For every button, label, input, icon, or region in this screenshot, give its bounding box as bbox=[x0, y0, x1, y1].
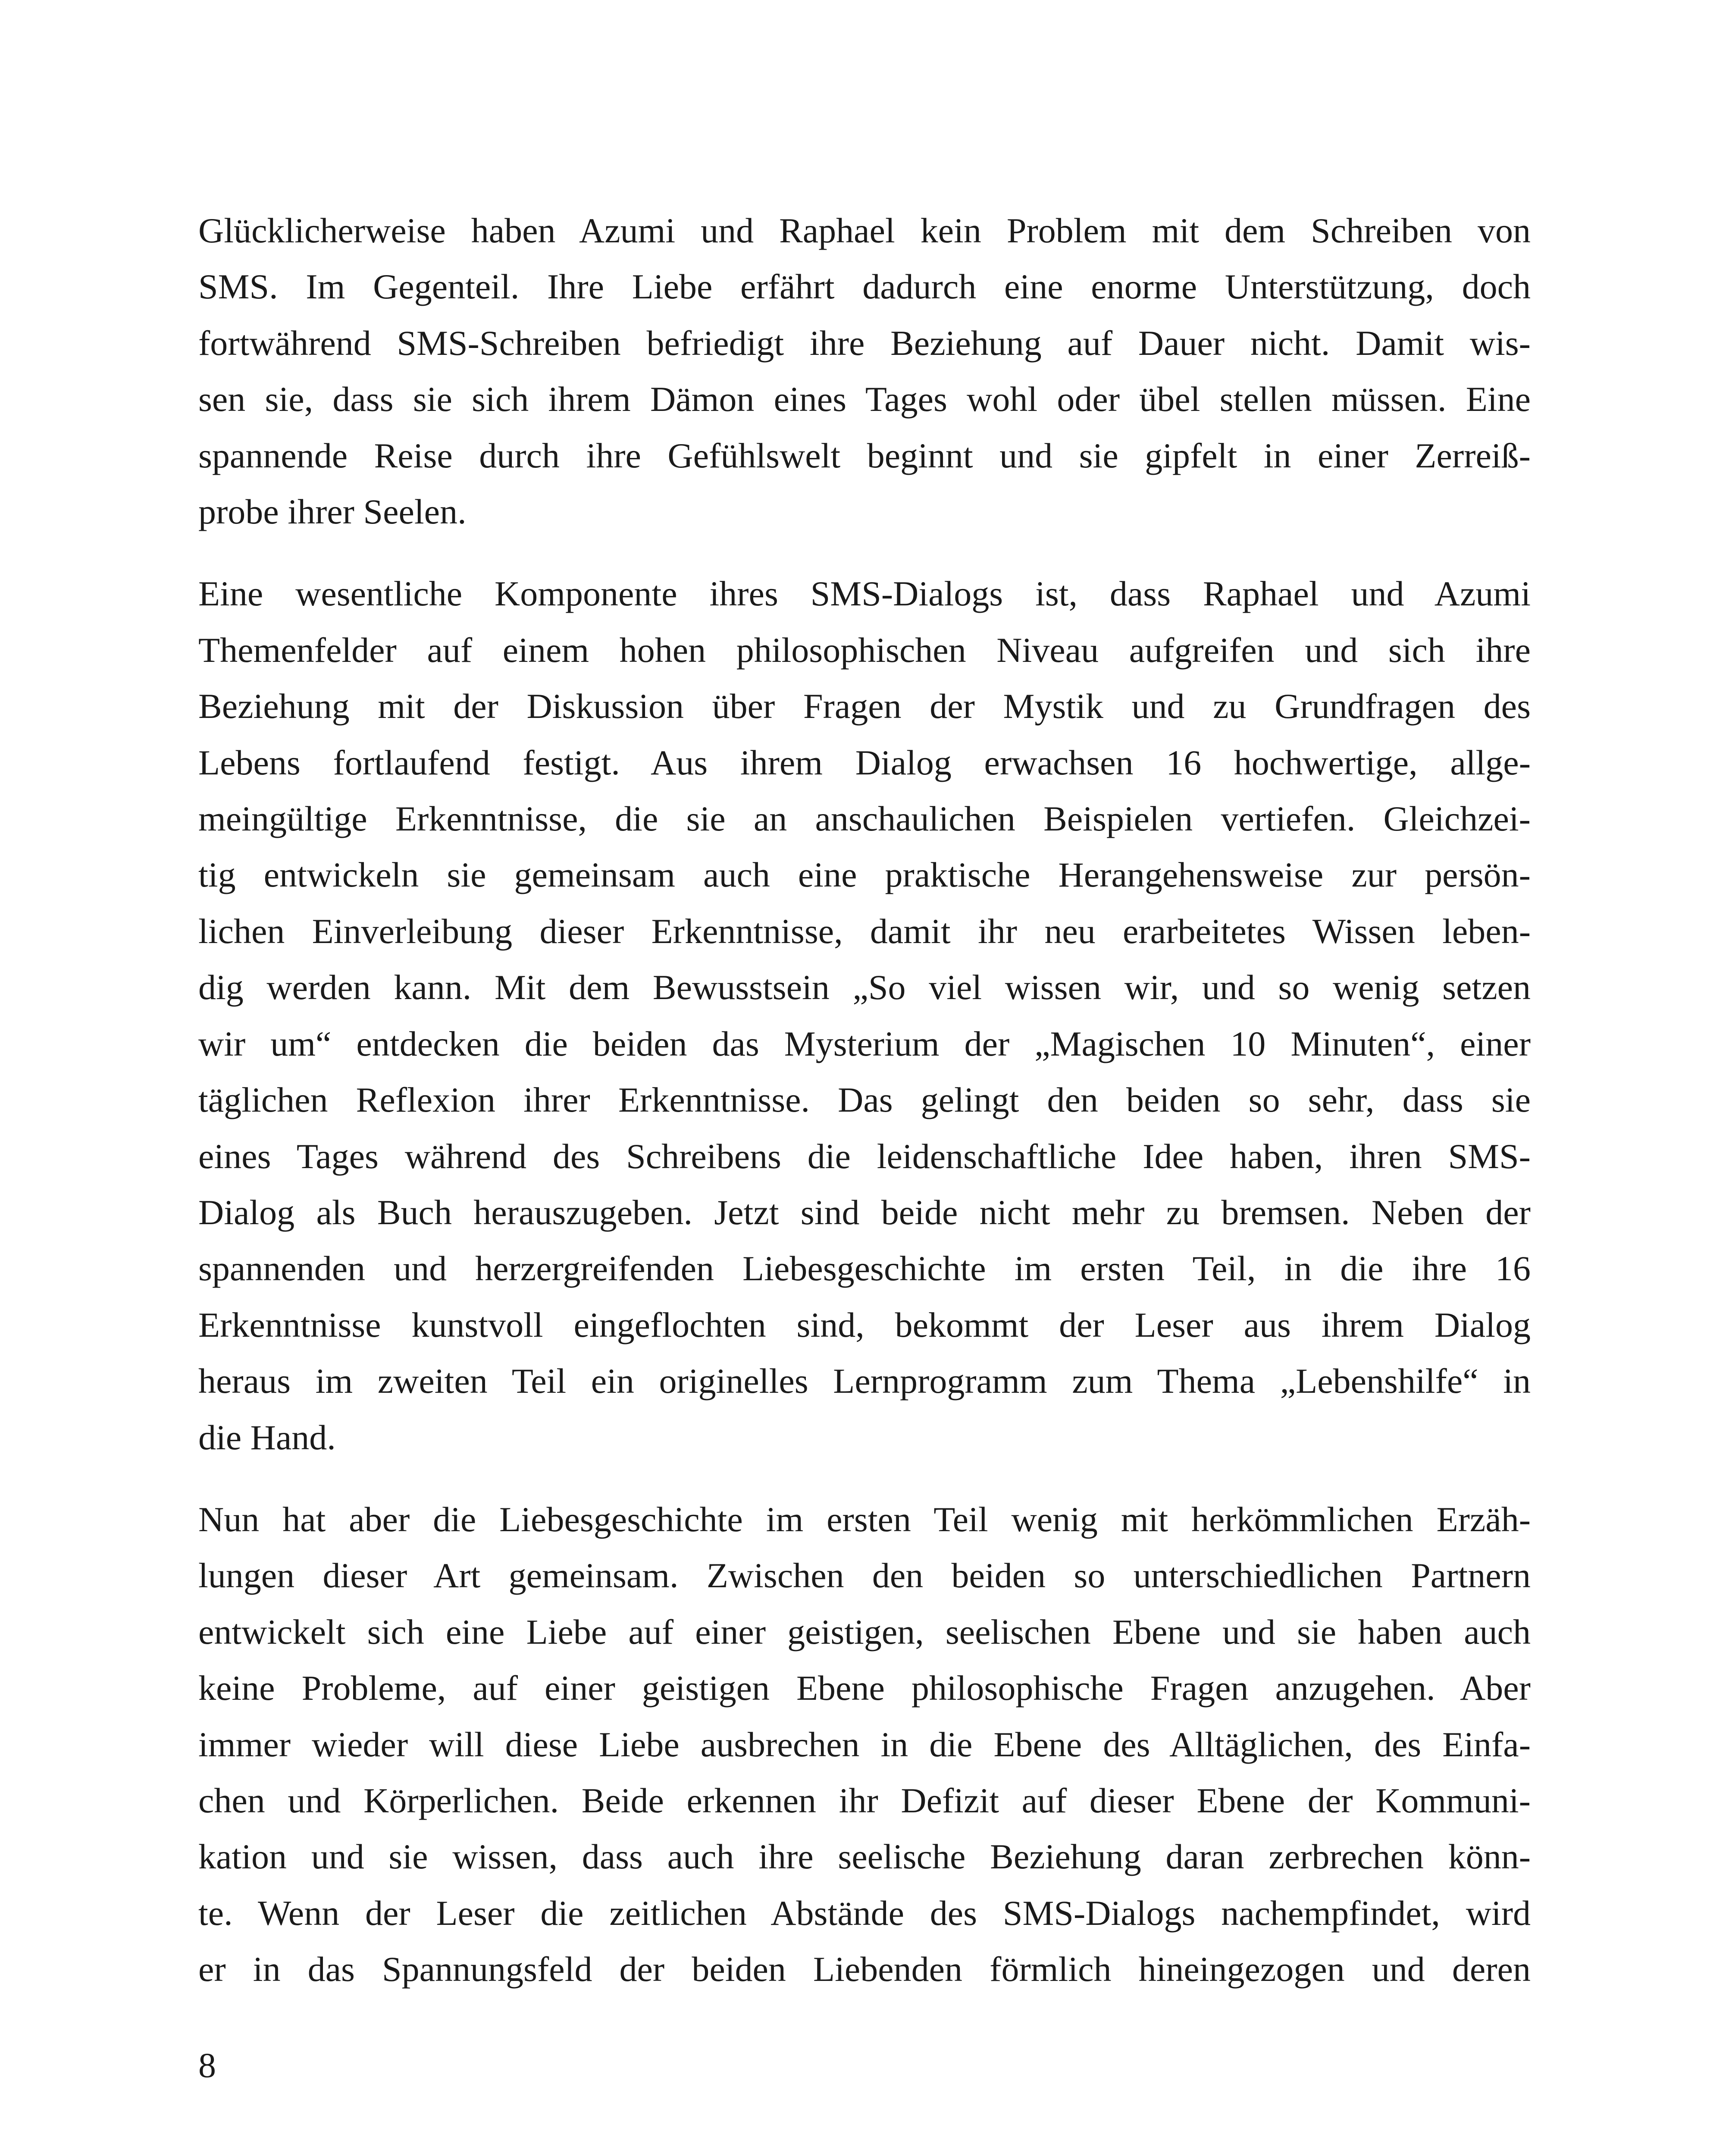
paragraph-3 bbox=[198, 1492, 1531, 1998]
text-line: wir um“ entdecken die beiden das Mysterium der „Magischen 10 Minuten“, einer bbox=[198, 1024, 1531, 1063]
text-line: heraus im zweiten Teil ein originelles Lernprogramm zum Thema „Lebenshilfe“ in bbox=[198, 1361, 1531, 1401]
text-line: kation und sie wissen, dass auch ihre seelische Beziehung daran zerbrechen könn- bbox=[198, 1837, 1531, 1877]
text-line: Beziehung mit der Diskussion über Fragen der Mystik und zu Grundfragen des bbox=[198, 686, 1531, 726]
text-line: Eine wesentliche Komponente ihres SMS-Dialogs ist, dass Raphael und Azumi bbox=[198, 574, 1531, 614]
text-line: er in das Spannungsfeld der beiden Liebenden förmlich hineingezogen und deren bbox=[198, 1949, 1531, 1989]
text-line: Glücklicherweise haben Azumi und Raphael kein Problem mit dem Schreiben von bbox=[198, 211, 1531, 250]
text-line: die Hand. bbox=[198, 1417, 336, 1457]
text-line: Themenfelder auf einem hohen philosophischen Niveau aufgreifen und sich ihre bbox=[198, 630, 1531, 670]
text-line: Dialog als Buch herauszugeben. Jetzt sind beide nicht mehr zu bremsen. Neben der bbox=[198, 1192, 1531, 1232]
text-line: Lebens fortlaufend festigt. Aus ihrem Dialog erwachsen 16 hochwertige, allge- bbox=[198, 743, 1531, 782]
text-line: te. Wenn der Leser die zeitlichen Abstände des SMS-Dialogs nachempfindet, wird bbox=[198, 1893, 1531, 1933]
text-line: probe ihrer Seelen. bbox=[198, 492, 467, 532]
text-line: spannenden und herzergreifenden Liebesgeschichte im ersten Teil, in die ihre 16 bbox=[198, 1249, 1531, 1288]
text-line: Nun hat aber die Liebesgeschichte im ersten Teil wenig mit herkömmlichen Erzäh- bbox=[198, 1499, 1531, 1539]
text-line: täglichen Reflexion ihrer Erkenntnisse. Das gelingt den beiden so sehr, dass sie bbox=[198, 1080, 1531, 1120]
text-line: immer wieder will diese Liebe ausbrechen in die Ebene des Alltäglichen, des Einfa- bbox=[198, 1724, 1531, 1764]
text-line: fortwährend SMS-Schreiben befriedigt ihre Beziehung auf Dauer nicht. Damit wis- bbox=[198, 323, 1531, 363]
text-line: lungen dieser Art gemeinsam. Zwischen den beiden so unterschiedlichen Partnern bbox=[198, 1556, 1531, 1595]
paragraph-1 bbox=[198, 203, 1531, 540]
text-line: Erkenntnisse kunstvoll eingeflochten sind, bekommt der Leser aus ihrem Dialog bbox=[198, 1305, 1531, 1344]
text-line: lichen Einverleibung dieser Erkenntnisse, damit ihr neu erarbeitetes Wissen leben- bbox=[198, 911, 1531, 951]
page-number: 8 bbox=[198, 2046, 216, 2085]
paragraph-2 bbox=[198, 566, 1531, 1466]
text-line: chen und Körperlichen. Beide erkennen ihr Defizit auf dieser Ebene der Kommuni- bbox=[198, 1780, 1531, 1820]
text-line: SMS. Im Gegenteil. Ihre Liebe erfährt dadurch eine enorme Unterstützung, doch bbox=[198, 267, 1531, 307]
text-line: keine Probleme, auf einer geistigen Ebene philosophische Fragen anzugehen. Aber bbox=[198, 1668, 1531, 1708]
text-line: spannende Reise durch ihre Gefühlswelt beginnt und sie gipfelt in einer Zerreiß- bbox=[198, 436, 1531, 475]
text-line: tig entwickeln sie gemeinsam auch eine praktische Herangehensweise zur persön- bbox=[198, 855, 1531, 895]
text-line: meingültige Erkenntnisse, die sie an anschaulichen Beispielen vertiefen. Gleichzei- bbox=[198, 799, 1531, 839]
text-line: sen sie, dass sie sich ihrem Dämon eines Tages wohl oder übel stellen müssen. Eine bbox=[198, 379, 1531, 419]
text-line: entwickelt sich eine Liebe auf einer geistigen, seelischen Ebene und sie haben auch bbox=[198, 1612, 1531, 1651]
text-line: dig werden kann. Mit dem Bewusstsein „So viel wissen wir, und so wenig setzen bbox=[198, 968, 1531, 1007]
body-text bbox=[198, 203, 1531, 2024]
text-line: eines Tages während des Schreibens die leidenschaftliche Idee haben, ihren SMS- bbox=[198, 1136, 1531, 1176]
